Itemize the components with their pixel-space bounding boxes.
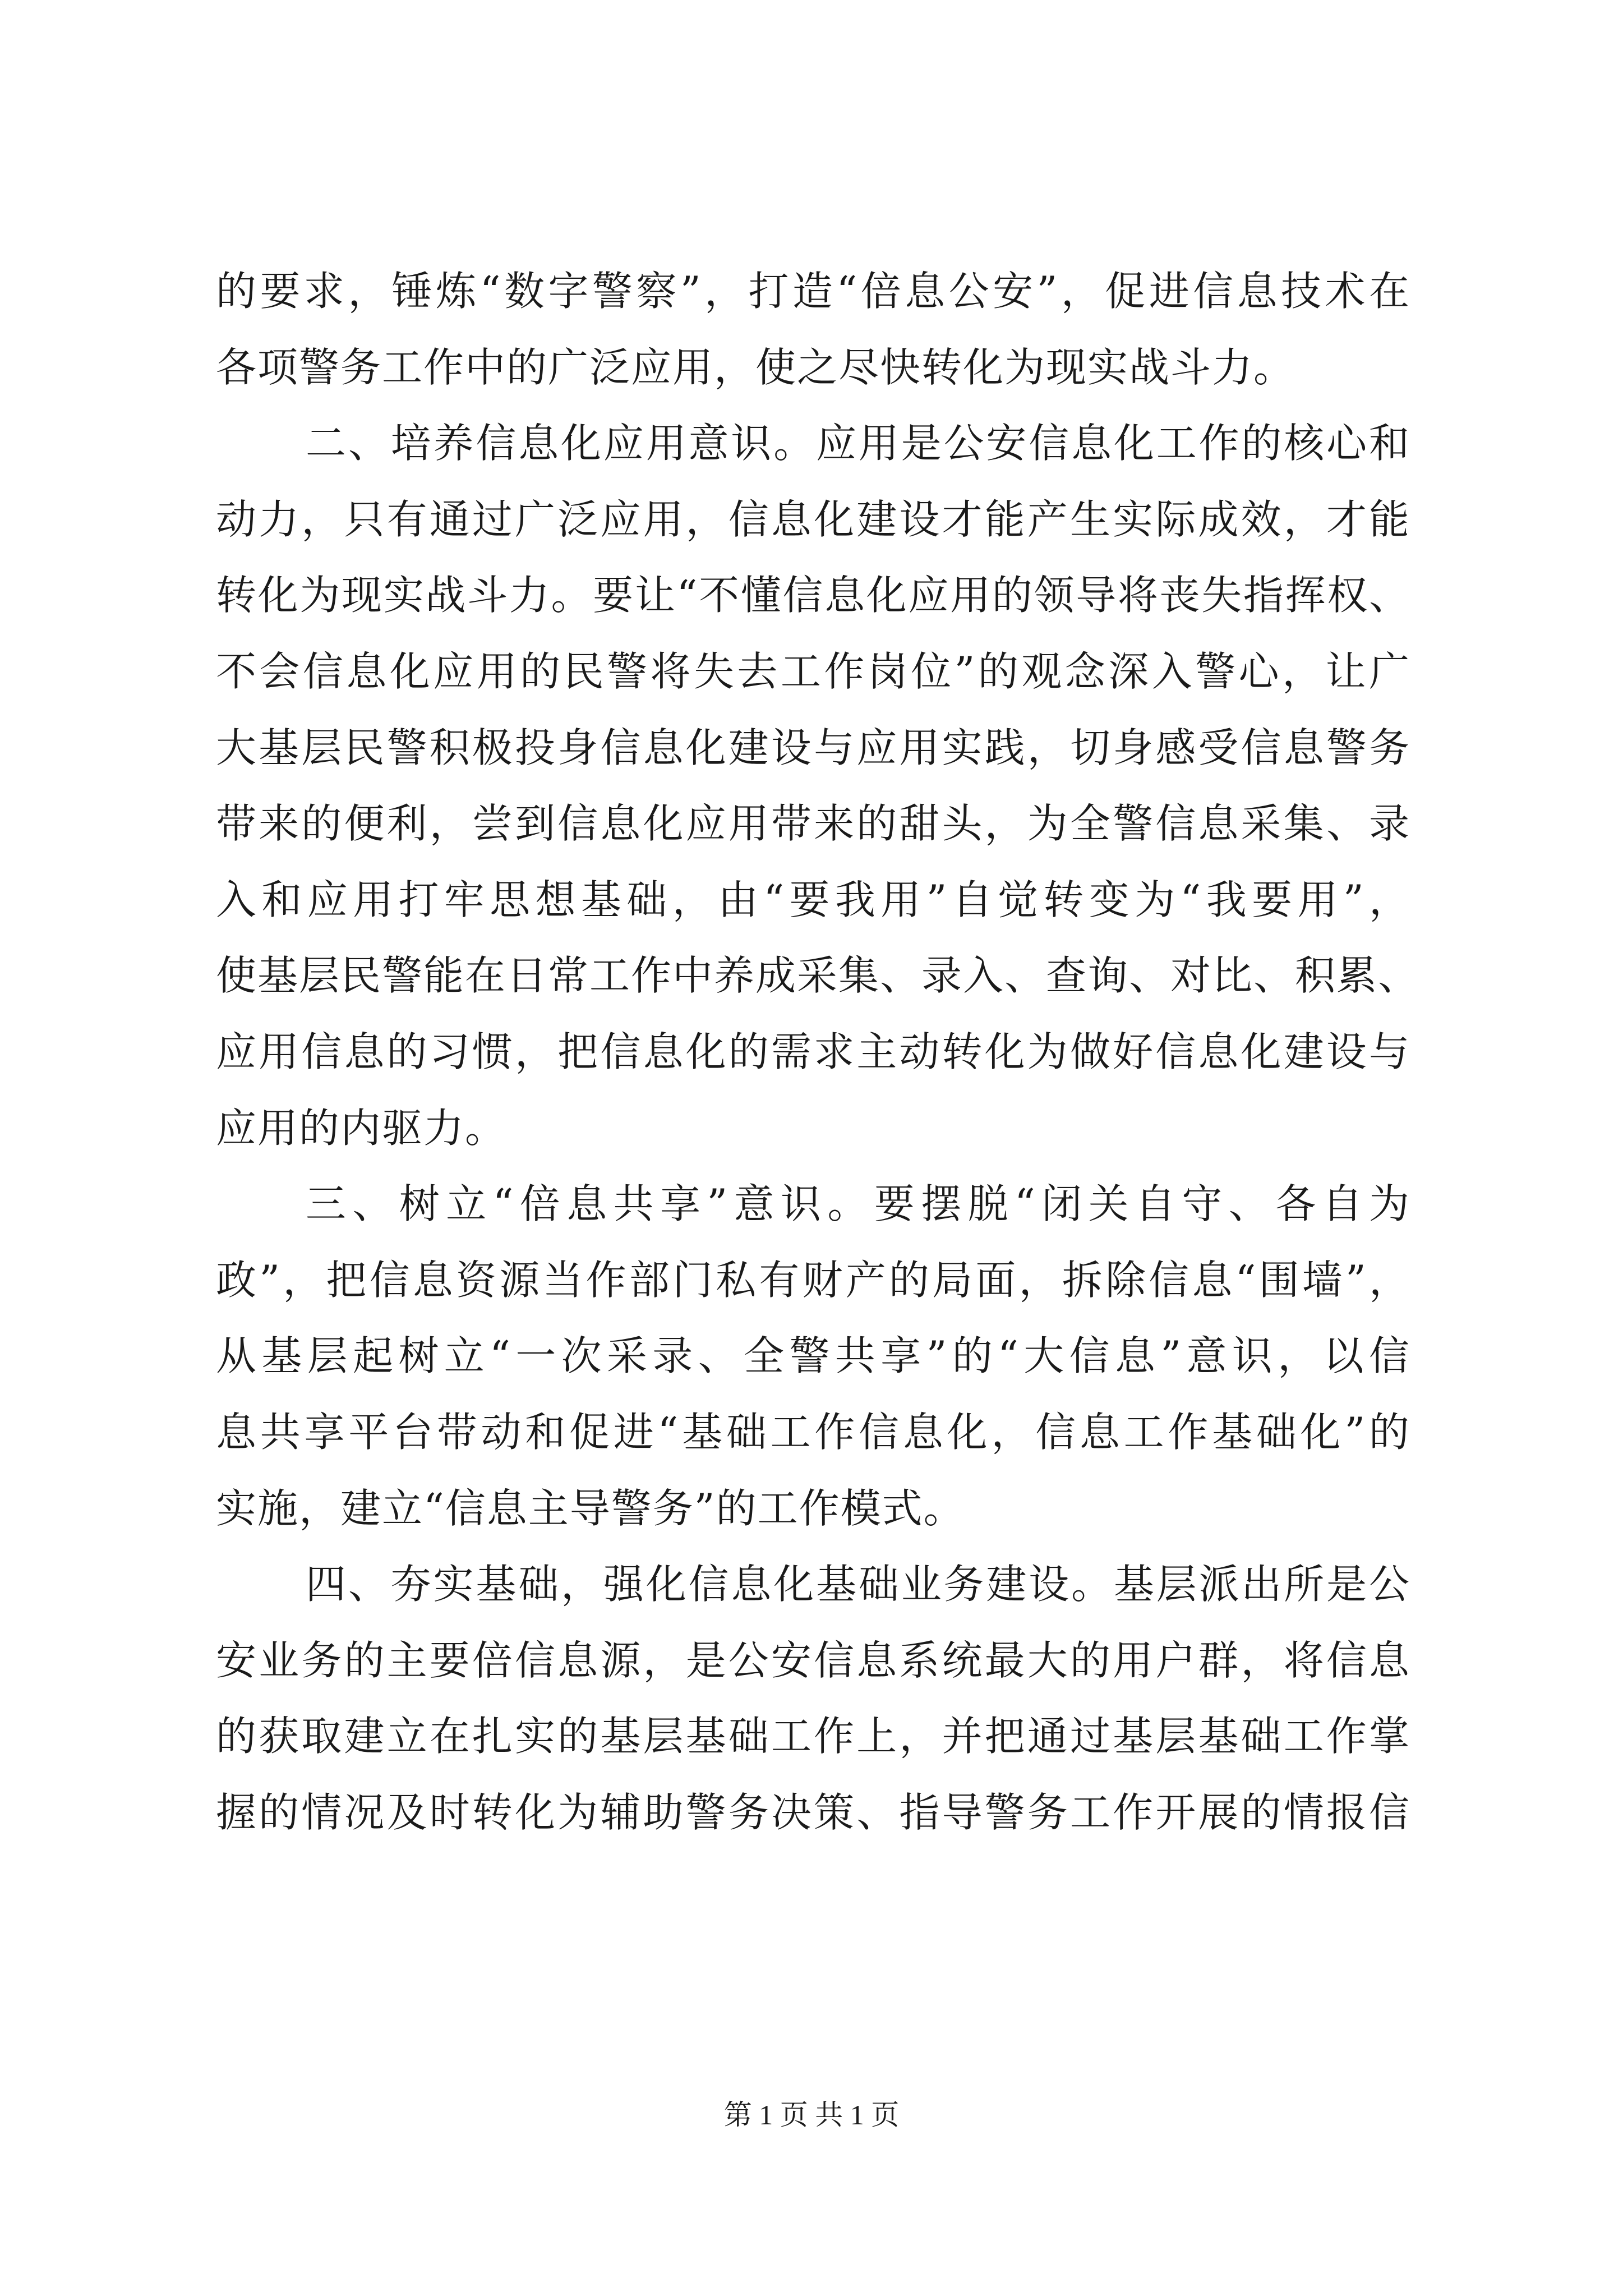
text-line: 使基层民警能在日常工作中养成采集、录入、查询、对比、积累、 <box>216 952 1420 1000</box>
text-line: 政”，把信息资源当作部门私有财产的局面，拆除信息“围墙”， <box>216 1256 1410 1304</box>
text-line: 不会信息化应用的民警将失去工作岗位”的观念深入警心，让广 <box>216 647 1410 695</box>
text-line: 息共享平台带动和促进“基础工作信息化，信息工作基础化”的 <box>216 1408 1410 1456</box>
text-line: 从基层起树立“一次采录、全警共享”的“大信息”意识，以信 <box>216 1332 1410 1380</box>
text-line: 入和应用打牢思想基础，由“要我用”自觉转变为“我要用”， <box>216 876 1410 923</box>
paragraph-start-line: 四、夯实基础，强化信息化基础业务建设。基层派出所是公 <box>306 1561 1410 1608</box>
paragraph-start-line: 二、培养信息化应用意识。应用是公安信息化工作的核心和 <box>306 420 1410 467</box>
text-line: 的要求，锤炼“数字警察”，打造“倍息公安”，促进信息技术在 <box>216 268 1410 315</box>
text-line: 大基层民警积极投身信息化建设与应用实践，切身感受信息警务 <box>216 724 1410 771</box>
text-line: 动力，只有通过广泛应用，信息化建设才能产生实际成效，才能 <box>216 495 1410 543</box>
body-text <box>216 268 1420 1866</box>
page-number-footer: 第 1 页 共 1 页 <box>723 2099 900 2131</box>
text-line: 各项警务工作中的广泛应用，使之尽快转化为现实战斗力。 <box>216 343 1295 391</box>
text-line: 带来的便利，尝到信息化应用带来的甜头，为全警信息采集、录 <box>216 800 1410 848</box>
text-line: 应用的内驱力。 <box>216 1104 507 1152</box>
text-line: 实施，建立“信息主导警务”的工作模式。 <box>216 1484 965 1532</box>
text-line: 应用信息的习惯，把信息化的需求主动转化为做好信息化建设与 <box>216 1028 1410 1075</box>
text-line: 的获取建立在扎实的基层基础工作上，并把通过基层基础工作掌 <box>216 1713 1410 1760</box>
paragraph-start-line: 三、树立“倍息共享”意识。要摆脱“闭关自守、各自为 <box>306 1180 1410 1228</box>
text-line: 握的情况及时转化为辅助警务决策、指导警务工作开展的情报信 <box>216 1788 1410 1836</box>
text-line: 安业务的主要倍信息源，是公安信息系统最大的用户群，将信息 <box>216 1636 1410 1684</box>
text-line: 转化为现实战斗力。要让“不懂信息化应用的领导将丧失指挥权、 <box>216 572 1410 619</box>
